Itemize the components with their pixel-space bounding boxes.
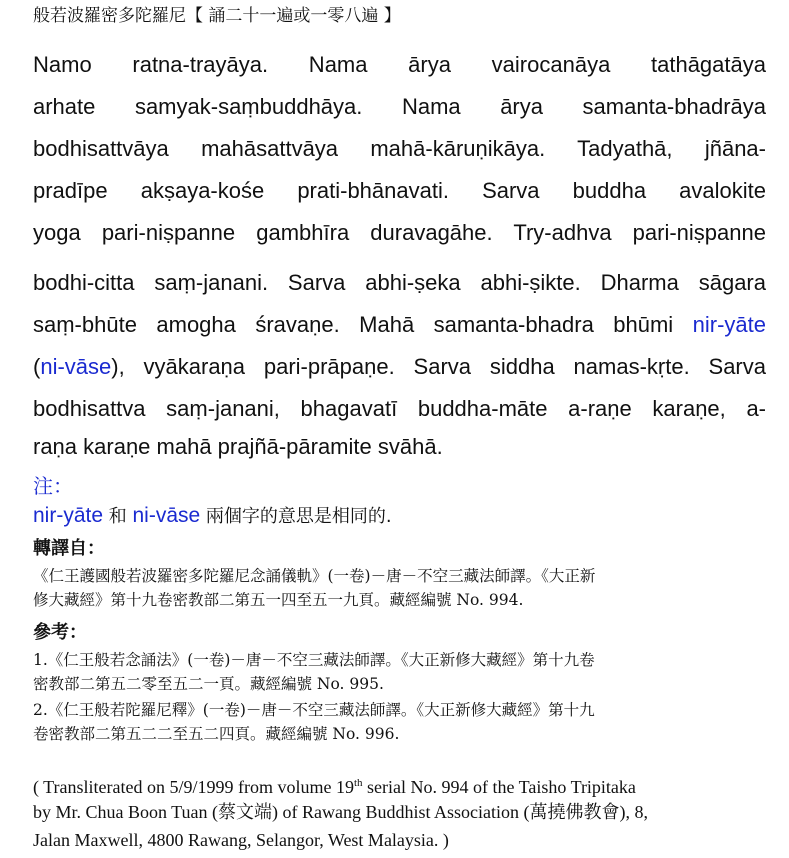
mantra-text: ( xyxy=(33,354,41,379)
note-explanation: 兩個字的意思是相同的. xyxy=(200,506,392,527)
references-heading: 參考： xyxy=(33,622,87,643)
dharani-title: 般若波羅密多陀羅尼【 誦二十一遍或一零八遍 】 xyxy=(33,6,401,26)
credit-text: serial No. 994 of the Taisho Tripitaka xyxy=(362,777,636,797)
mantra-text: raṇa karaṇe mahā prajñā-pāramite svāhā. xyxy=(33,434,443,459)
credit-superscript: th xyxy=(353,777,363,789)
mantra-line-3 xyxy=(33,134,766,164)
reference-1-line-2: 密教部二第五二零至五二一頁。藏經編號 No. 995. xyxy=(33,675,384,693)
mantra-line-8 xyxy=(33,352,766,382)
reference-2-line-2: 卷密教部二第五二二至五二四頁。藏經編號 No. 996. xyxy=(33,725,400,743)
highlight-term: ni-vāse xyxy=(40,354,112,379)
mantra-text: arhate samyak-saṃbuddhāya. Nama ārya samanta-bhadrāya xyxy=(33,94,766,119)
reference-1-line-1: 1.《仁王般若念誦法》(一卷)－唐－不空三藏法師譯。《大正新修大藏經》第十九卷 xyxy=(33,651,595,669)
note-term-2: ni-vāse xyxy=(132,504,201,527)
mantra-line-9 xyxy=(33,394,766,424)
mantra-text: bodhi-citta saṃ-janani. Sarva abhi-ṣeka abhi-ṣikte. Dharma sāgara xyxy=(33,270,766,295)
mantra-line-5 xyxy=(33,218,766,248)
note-text xyxy=(33,502,392,528)
source-line-2: 修大藏經》第十九卷密教部二第五一四至五一九頁。藏經編號 No. 994. xyxy=(33,591,524,609)
credit-text: ( Transliterated on 5/9/1999 from volume 19 xyxy=(33,777,354,797)
credit-line-2: by Mr. Chua Boon Tuan (蔡文端) of Rawang Buddhist Association (萬撓佛教會), 8, xyxy=(33,802,648,822)
credit-line-1 xyxy=(33,770,773,801)
source-line-1: 《仁王護國般若波羅密多陀羅尼念誦儀軌》(一卷)－唐－不空三藏法師譯。《大正新 xyxy=(33,567,596,585)
mantra-line-7 xyxy=(33,310,766,340)
mantra-text: saṃ-bhūte amogha śravaṇe. Mahā samanta-bhadra bhūmi xyxy=(33,312,693,337)
mantra-text: bodhisattva saṃ-janani, bhagavatī buddha-māte a-raṇe karaṇe, a- xyxy=(33,396,766,421)
mantra-line-1 xyxy=(33,50,766,80)
mantra-text: ), vyākaraṇa pari-prāpaṇe. Sarva siddha namas-kṛte. Sarva xyxy=(111,354,766,379)
credit-line-3: Jalan Maxwell, 4800 Rawang, Selangor, West Malaysia. ) xyxy=(33,830,449,850)
reference-2-line-1: 2.《仁王般若陀羅尼釋》(一卷)－唐－不空三藏法師譯。《大正新修大藏經》第十九 xyxy=(33,701,595,719)
mantra-line-4 xyxy=(33,176,766,206)
mantra-line-6 xyxy=(33,268,766,298)
highlight-term: nir-yāte xyxy=(692,312,766,337)
note-term-1: nir-yāte xyxy=(33,504,104,527)
mantra-text: bodhisattvāya mahāsattvāya mahā-kāruṇikāya. Tadyathā, jñāna- xyxy=(33,136,766,161)
mantra-text: yoga pari-niṣpanne gambhīra duravagāhe. Try-adhva pari-niṣpanne xyxy=(33,220,766,245)
mantra-line-2 xyxy=(33,92,766,122)
mantra-line-10 xyxy=(33,432,766,462)
mantra-text: pradīpe akṣaya-kośe prati-bhānavati. Sarva buddha avalokite xyxy=(33,178,766,203)
source-heading: 轉譯自： xyxy=(33,538,105,559)
mantra-text: Namo ratna-trayāya. Nama ārya vairocanāya tathāgatāya xyxy=(33,52,766,77)
note-conjunction: 和 xyxy=(103,506,133,527)
note-heading: 注： xyxy=(33,474,73,498)
